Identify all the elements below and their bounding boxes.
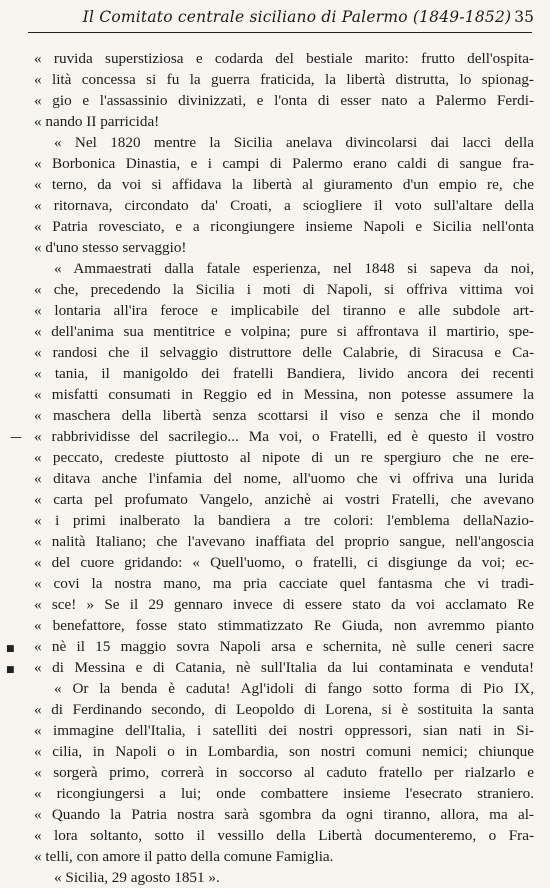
text-line: « nalità Italiano; che l'avevano inaffiata del proprio sangue, nell'angoscia	[34, 533, 534, 550]
running-title: Il Comitato centrale siciliano di Palermo (1849-1852)	[82, 8, 512, 26]
text-line: « del cuore gridando: « Quell'uomo, o fratelli, ci disgiunge da voi; ec-	[34, 554, 534, 571]
text-line: « i primi inalberato la bandiera a tre colori: l'emblema dellaNazio-	[34, 512, 534, 529]
text-line: « nando II parricida!	[34, 113, 160, 130]
text-line: « di Ferdinando secondo, di Leopoldo di Lorena, si è sostituita la santa	[34, 701, 534, 718]
text-line: « nè il 15 maggio sovra Napoli arsa e schernita, nè sulle ceneri sacre	[34, 638, 534, 655]
text-line: « Borbonica Dinastia, e i campi di Palermo erano caldi di sangue fra-	[34, 155, 534, 172]
text-line: « gio e l'assassinio divinizzati, e l'onta di esser nato a Palermo Ferdi-	[34, 92, 534, 109]
text-line: « Ammaestrati dalla fatale esperienza, nel 1848 si sapeva da noi,	[54, 260, 534, 277]
text-line: « ritornava, circondato da' Croati, a sciogliere il voto sull'altare della	[34, 197, 534, 214]
text-line: « tania, il manigoldo dei fratelli Bandiera, livido ancora dei recenti	[34, 365, 534, 382]
page-number: 35	[514, 8, 534, 26]
text-line: « Nel 1820 mentre la Sicilia anelava divincolarsi dai lacci della	[54, 134, 534, 151]
text-line: « benefattore, fosse stato stimmatizzato Re Giuda, non avremmo pianto	[34, 617, 534, 634]
text-line: « Quando la Patria nostra sarà sgombra da ogni tiranno, allora, ma al-	[34, 806, 534, 823]
text-line: « d'uno stesso servaggio!	[34, 239, 187, 256]
margin-mark-icon: ■	[6, 644, 15, 654]
text-line: « peccato, credeste piuttosto al nipote di un re spergiuro che ne ere-	[34, 449, 534, 466]
text-line: « sce! » Se il 29 gennaro invece di essere stato da voi acclamato Re	[34, 596, 534, 613]
text-line: « terno, da voi si affidava la libertà al giuramento d'un empio re, che	[34, 176, 534, 193]
text-line: « ruvida superstiziosa e codarda del bestiale marito: frutto dell'ospita-	[34, 50, 534, 67]
margin-mark-icon: —	[10, 430, 22, 444]
margin-mark-icon: ■	[6, 665, 15, 675]
text-line: « maschera della libertà senza scottarsi il viso e senza che il mondo	[34, 407, 534, 424]
text-line: « dell'anima sua mentitrice e volpina; pure si affrontava il martirio, spe-	[34, 323, 534, 340]
text-line: « di Messina e di Catania, nè sull'Italia da lui contaminata e venduta!	[34, 659, 534, 676]
text-line: « che, precedendo la Sicilia i moti di Napoli, si offriva vittima voi	[34, 281, 534, 298]
text-line: « randosi che il selvaggio distruttore delle Calabrie, di Siracusa e Ca-	[34, 344, 534, 361]
header-rule	[28, 32, 532, 33]
body-text	[34, 48, 534, 888]
running-header	[60, 8, 534, 30]
text-line: « lontaria all'ira feroce e implicabile del tiranno e alle subdole art-	[34, 302, 534, 319]
text-line: « rabbrividisse del sacrilegio... Ma voi, o Fratelli, ed è questo il vostro	[34, 428, 534, 445]
text-line: « carta pel profumato Vangelo, anzichè ai vostri Fratelli, che avevano	[34, 491, 534, 508]
text-line: « Or la benda è caduta! Agl'idoli di fango sotto forma di Pio IX,	[54, 680, 534, 697]
text-line: « misfatti consumati in Reggio ed in Messina, non potesse assumere la	[34, 386, 534, 403]
text-line: « Sicilia, 29 agosto 1851 ».	[54, 869, 220, 886]
text-line: « immagine dell'Italia, i satelliti dei nostri oppressori, sian nati in Si-	[34, 722, 534, 739]
text-line: « cilia, in Napoli o in Lombardia, son nostri comuni nemici; chiunque	[34, 743, 534, 760]
text-line: « covi la nostra mano, ma pria cacciate quel fantasma che vi tradi-	[34, 575, 534, 592]
text-line: « lora soltanto, sotto il vessillo della Libertà documenteremo, o Fra-	[34, 827, 534, 844]
text-line: « ditava anche l'infamia del nome, all'uomo che vi offriva una lurida	[34, 470, 534, 487]
text-line: « ricongiungersi a lui; onde combattere insieme l'esecrato straniero.	[34, 785, 534, 802]
text-line: « sorgerà primo, correrà in soccorso al caduto fratello per rialzarlo e	[34, 764, 534, 781]
text-line: « Patria rovesciato, e a ricongiungere insieme Napoli e Sicilia nell'onta	[34, 218, 534, 235]
text-line: « telli, con amore il patto della comune Famiglia.	[34, 848, 334, 865]
text-line: « lità concessa si fu la guerra fraticida, la libertà distrutta, lo spionag-	[34, 71, 534, 88]
